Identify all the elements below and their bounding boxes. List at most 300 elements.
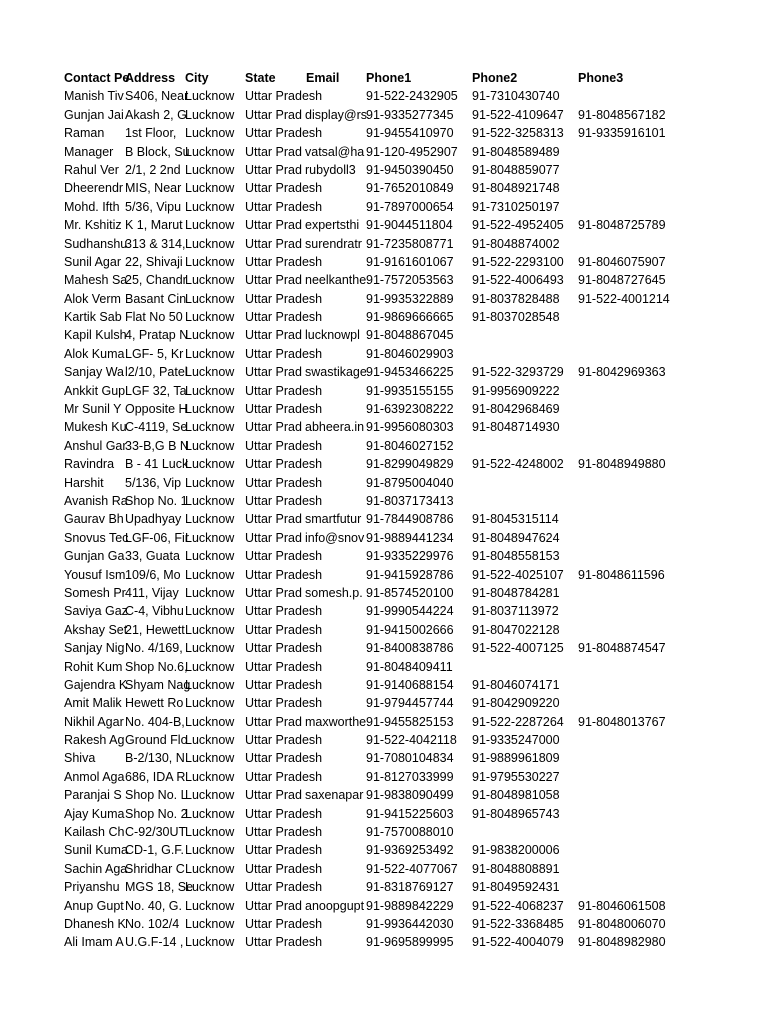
cell-phone2: 91-522-4068237: [472, 898, 564, 913]
table-row: [64, 253, 764, 271]
table-body: [64, 87, 764, 951]
cell-address: B-2/130, N: [125, 751, 185, 766]
cell-contact: Kapil Kulsh: [64, 328, 127, 343]
cell-city: Lucknow: [185, 677, 235, 692]
cell-state: Uttar Prad: [245, 273, 302, 288]
cell-address: MGS 18, Se: [125, 880, 194, 895]
cell-city: Lucknow: [185, 493, 235, 508]
cell-phone2: 91-8047022128: [472, 622, 560, 637]
cell-address: 4, Pratap N: [125, 328, 189, 343]
cell-contact: Alok Verm: [64, 291, 121, 306]
cell-city: Lucknow: [185, 714, 235, 729]
cell-phone1: 91-9455410970: [366, 126, 454, 141]
cell-phone3: 91-8046075907: [578, 254, 666, 269]
cell-contact: Akshay Set: [64, 622, 128, 637]
cell-contact: Dheerendr: [64, 181, 124, 196]
cell-city: Lucknow: [185, 475, 235, 490]
cell-address: No. 404-B,: [125, 714, 185, 729]
cell-phone1: 91-9794457744: [366, 696, 454, 711]
cell-address: 2/1, 2 2nd: [125, 162, 181, 177]
cell-phone2: 91-8037113972: [472, 604, 559, 619]
cell-phone3: 91-8046061508: [578, 898, 666, 913]
cell-email: surendratr: [305, 236, 362, 251]
cell-city: Lucknow: [185, 788, 235, 803]
cell-city: Lucknow: [185, 438, 235, 453]
cell-phone3: 91-8048982980: [578, 935, 666, 950]
cell-phone3: 91-522-4001214: [578, 291, 670, 306]
cell-city: Lucknow: [185, 199, 235, 214]
cell-email: display@rs: [305, 107, 368, 122]
cell-contact: Gunjan Ga: [64, 549, 125, 564]
table-row: [64, 584, 764, 602]
cell-city: Lucknow: [185, 604, 235, 619]
cell-state: Uttar Pradesh: [245, 861, 323, 876]
table-row: [64, 510, 764, 528]
cell-contact: Rohit Kum: [64, 659, 123, 674]
cell-address: 33, Guata: [125, 549, 180, 564]
header-address: Address: [125, 71, 176, 85]
cell-contact: Anshul Gar: [64, 438, 127, 453]
cell-contact: Rahul Ver: [64, 162, 119, 177]
cell-contact: Sunil Kuma: [64, 843, 128, 858]
cell-phone2: 91-8048558153: [472, 549, 560, 564]
cell-address: Basant Cin: [125, 291, 187, 306]
cell-city: Lucknow: [185, 861, 235, 876]
table-row: [64, 400, 764, 418]
cell-phone3: 91-8048611596: [578, 567, 665, 582]
cell-city: Lucknow: [185, 622, 235, 637]
table-row: [64, 271, 764, 289]
cell-state: Uttar Prad: [245, 512, 302, 527]
cell-state: Uttar Pradesh: [245, 751, 323, 766]
cell-state: Uttar Prad: [245, 788, 302, 803]
cell-address: C-92/30UT: [125, 825, 187, 840]
table-row: [64, 602, 764, 620]
cell-city: Lucknow: [185, 769, 235, 784]
table-row: [64, 455, 764, 473]
cell-city: Lucknow: [185, 310, 235, 325]
cell-city: Lucknow: [185, 843, 235, 858]
cell-contact: Manager: [64, 144, 114, 159]
cell-state: Uttar Pradesh: [245, 254, 323, 269]
table-row: [64, 933, 764, 951]
cell-phone1: 91-9335277345: [366, 107, 454, 122]
cell-contact: Mahesh Sa: [64, 273, 128, 288]
table-row: [64, 676, 764, 694]
cell-phone1: 91-9044511804: [366, 218, 453, 233]
cell-phone2: 91-9956909222: [472, 383, 560, 398]
cell-phone3: 91-8048874547: [578, 641, 666, 656]
cell-phone2: 91-9838200006: [472, 843, 560, 858]
cell-city: Lucknow: [185, 273, 235, 288]
cell-contact: Mukesh Ku: [64, 420, 127, 435]
cell-phone1: 91-8318769127: [366, 880, 454, 895]
table-row: [64, 106, 764, 124]
cell-address: B - 41 Luck: [125, 457, 189, 472]
cell-state: Uttar Pradesh: [245, 199, 323, 214]
cell-contact: Anup Gupt: [64, 898, 124, 913]
table-row: [64, 326, 764, 344]
cell-contact: Sanjay Nig: [64, 641, 125, 656]
cell-city: Lucknow: [185, 107, 235, 122]
cell-city: Lucknow: [185, 549, 235, 564]
cell-contact: Dhanesh K: [64, 916, 126, 931]
cell-contact: Manish Tiv: [64, 89, 124, 104]
table-row: [64, 308, 764, 326]
cell-contact: Priyanshu: [64, 880, 120, 895]
cell-city: Lucknow: [185, 328, 235, 343]
cell-phone1: 91-9415002666: [366, 622, 454, 637]
cell-city: Lucknow: [185, 512, 235, 527]
table-row: [64, 363, 764, 381]
cell-state: Uttar Pradesh: [245, 622, 323, 637]
header-email: Email: [306, 71, 340, 85]
cell-phone2: 91-8046074171: [472, 677, 560, 692]
cell-email: smartfutur: [305, 512, 362, 527]
cell-address: 25, Chandr: [125, 273, 187, 288]
cell-state: Uttar Pradesh: [245, 475, 323, 490]
table-row: [64, 529, 764, 547]
cell-state: Uttar Pradesh: [245, 383, 323, 398]
contact-sheet: [64, 69, 764, 952]
cell-address: Shyam Nag: [125, 677, 191, 692]
cell-address: Upadhyay: [125, 512, 182, 527]
cell-city: Lucknow: [185, 218, 235, 233]
table-row: [64, 621, 764, 639]
table-row: [64, 823, 764, 841]
cell-state: Uttar Pradesh: [245, 659, 323, 674]
cell-phone1: 91-7572053563: [366, 273, 454, 288]
cell-contact: Gaurav Bh: [64, 512, 124, 527]
cell-address: LGF- 5, Kr: [125, 346, 184, 361]
cell-state: Uttar Pradesh: [245, 916, 323, 931]
cell-address: B Block, Su: [125, 144, 190, 159]
cell-state: Uttar Pradesh: [245, 457, 323, 472]
cell-phone1: 91-9990544224: [366, 604, 454, 619]
table-row: [64, 694, 764, 712]
cell-phone3: 91-8048013767: [578, 714, 666, 729]
table-row: [64, 87, 764, 105]
cell-phone2: 91-8049592431: [472, 880, 560, 895]
cell-email: abheera.in: [305, 420, 365, 435]
cell-state: Uttar Pradesh: [245, 880, 323, 895]
cell-state: Uttar Prad: [245, 898, 302, 913]
cell-city: Lucknow: [185, 696, 235, 711]
cell-address: CD-1, G.F.: [125, 843, 185, 858]
cell-city: Lucknow: [185, 898, 235, 913]
table-row: [64, 639, 764, 657]
cell-state: Uttar Prad: [245, 328, 302, 343]
cell-email: rubydoll3: [305, 162, 356, 177]
cell-contact: Sanjay Wa: [64, 365, 124, 380]
cell-email: maxworthe: [305, 714, 367, 729]
cell-email: somesh.p.: [305, 585, 363, 600]
header-phone2: Phone2: [472, 71, 518, 85]
cell-phone1: 91-9140688154: [366, 677, 454, 692]
table-row: [64, 124, 764, 142]
cell-state: Uttar Pradesh: [245, 126, 323, 141]
header-row: [64, 69, 764, 87]
cell-contact: Anmol Aga: [64, 769, 125, 784]
cell-city: Lucknow: [185, 585, 235, 600]
cell-phone2: 91-8048714930: [472, 420, 560, 435]
cell-state: Uttar Pradesh: [245, 843, 323, 858]
cell-phone2: 91-8045315114: [472, 512, 559, 527]
cell-contact: Mr Sunil Y: [64, 402, 122, 417]
cell-phone2: 91-8037028548: [472, 310, 560, 325]
cell-address: No. 4/169,: [125, 641, 183, 656]
cell-contact: Sunil Agar: [64, 254, 121, 269]
cell-phone2: 91-8048921748: [472, 181, 560, 196]
cell-phone1: 91-9335229976: [366, 549, 454, 564]
cell-address: 1st Floor,: [125, 126, 177, 141]
cell-state: Uttar Prad: [245, 218, 302, 233]
table-row: [64, 786, 764, 804]
table-row: [64, 290, 764, 308]
table-row: [64, 345, 764, 363]
table-row: [64, 658, 764, 676]
cell-phone1: 91-8048867045: [366, 328, 454, 343]
cell-state: Uttar Prad: [245, 107, 302, 122]
cell-city: Lucknow: [185, 291, 235, 306]
table-row: [64, 179, 764, 197]
cell-phone1: 91-9415225603: [366, 806, 454, 821]
cell-state: Uttar Pradesh: [245, 310, 323, 325]
cell-state: Uttar Prad: [245, 144, 302, 159]
cell-contact: Nikhil Agar: [64, 714, 124, 729]
cell-phone2: 91-522-3293729: [472, 365, 564, 380]
cell-phone2: 91-522-2287264: [472, 714, 564, 729]
cell-phone2: 91-7310430740: [472, 89, 560, 104]
cell-phone1: 91-9695899995: [366, 935, 454, 950]
cell-address: Flat No 50: [125, 310, 183, 325]
cell-address: Shop No. 1: [125, 493, 188, 508]
cell-phone1: 91-7235808771: [366, 236, 454, 251]
cell-contact: Ali Imam A: [64, 935, 124, 950]
cell-phone1: 91-9415928786: [366, 567, 454, 582]
cell-phone1: 91-8046027152: [366, 438, 454, 453]
header-state: State: [245, 71, 276, 85]
cell-contact: Kartik Sab: [64, 310, 122, 325]
cell-phone2: 91-522-4248002: [472, 457, 564, 472]
cell-contact: Avanish Ra: [64, 493, 128, 508]
cell-address: Hewett Ro: [125, 696, 184, 711]
cell-phone1: 91-120-4952907: [366, 144, 458, 159]
cell-address: LGF 32, Ta: [125, 383, 187, 398]
cell-phone1: 91-8037173413: [366, 493, 454, 508]
cell-state: Uttar Pradesh: [245, 806, 323, 821]
cell-phone1: 91-8400838786: [366, 641, 454, 656]
cell-contact: Mohd. Ifth: [64, 199, 120, 214]
cell-address: Shop No. L: [125, 788, 188, 803]
table-row: [64, 382, 764, 400]
cell-state: Uttar Pradesh: [245, 402, 323, 417]
cell-state: Uttar Pradesh: [245, 769, 323, 784]
cell-phone1: 91-8795004040: [366, 475, 454, 490]
cell-city: Lucknow: [185, 935, 235, 950]
cell-phone2: 91-8048589489: [472, 144, 560, 159]
cell-state: Uttar Prad: [245, 365, 302, 380]
cell-phone1: 91-8299049829: [366, 457, 454, 472]
cell-state: Uttar Pradesh: [245, 825, 323, 840]
cell-contact: Sudhanshu: [64, 236, 128, 251]
cell-city: Lucknow: [185, 916, 235, 931]
cell-address: No. 40, G.: [125, 898, 182, 913]
header-contact: Contact Pe: [64, 71, 130, 85]
cell-state: Uttar Pradesh: [245, 89, 323, 104]
cell-address: Shop No. 2: [125, 806, 188, 821]
table-row: [64, 915, 764, 933]
cell-address: l2/10, Patel: [125, 365, 188, 380]
cell-phone2: 91-7310250197: [472, 199, 560, 214]
cell-phone1: 91-9838090499: [366, 788, 454, 803]
cell-email: lucknowpl: [305, 328, 360, 343]
cell-city: Lucknow: [185, 402, 235, 417]
cell-address: C-4, Vibhu: [125, 604, 184, 619]
header-phone1: Phone1: [366, 71, 412, 85]
cell-phone2: 91-8048784281: [472, 585, 560, 600]
cell-address: 109/6, Mo: [125, 567, 181, 582]
table-row: [64, 418, 764, 436]
table-row: [64, 198, 764, 216]
table-row: [64, 492, 764, 510]
cell-state: Uttar Prad: [245, 585, 302, 600]
cell-phone1: 91-6392308222: [366, 402, 454, 417]
cell-state: Uttar Pradesh: [245, 438, 323, 453]
cell-phone2: 91-8048808891: [472, 861, 560, 876]
cell-contact: Rakesh Ag: [64, 733, 125, 748]
cell-phone2: 91-9889961809: [472, 751, 560, 766]
table-row: [64, 841, 764, 859]
cell-state: Uttar Pradesh: [245, 733, 323, 748]
cell-contact: Alok Kuma: [64, 346, 125, 361]
header-city: City: [185, 71, 209, 85]
cell-address: 313 & 314,: [125, 236, 186, 251]
cell-phone1: 91-522-4077067: [366, 861, 458, 876]
cell-city: Lucknow: [185, 89, 235, 104]
cell-city: Lucknow: [185, 420, 235, 435]
cell-phone3: 91-8048006070: [578, 916, 666, 931]
cell-phone3: 91-9335916101: [578, 126, 666, 141]
cell-state: Uttar Pradesh: [245, 549, 323, 564]
cell-state: Uttar Pradesh: [245, 181, 323, 196]
cell-city: Lucknow: [185, 567, 235, 582]
table-row: [64, 235, 764, 253]
cell-address: 5/136, Vip: [125, 475, 182, 490]
cell-email: vatsal@ha: [305, 144, 365, 159]
cell-address: 21, Hewett: [125, 622, 185, 637]
cell-address: C-4119, Se: [125, 420, 188, 435]
cell-email: info@snov: [305, 530, 365, 545]
cell-phone2: 91-522-3258313: [472, 126, 564, 141]
cell-state: Uttar Pradesh: [245, 346, 323, 361]
cell-phone3: 91-8042969363: [578, 365, 666, 380]
cell-phone2: 91-522-4004079: [472, 935, 564, 950]
header-phone3: Phone3: [578, 71, 624, 85]
cell-contact: Amit Malik: [64, 696, 122, 711]
cell-phone2: 91-8042909220: [472, 696, 560, 711]
cell-phone2: 91-522-4952405: [472, 218, 564, 233]
cell-email: swastikage: [305, 365, 367, 380]
cell-city: Lucknow: [185, 806, 235, 821]
cell-contact: Raman: [64, 126, 105, 141]
cell-city: Lucknow: [185, 181, 235, 196]
cell-state: Uttar Pradesh: [245, 677, 323, 692]
cell-contact: Kailash Ch: [64, 825, 125, 840]
cell-city: Lucknow: [185, 530, 235, 545]
cell-contact: Ajay Kuma: [64, 806, 125, 821]
cell-state: Uttar Pradesh: [245, 493, 323, 508]
cell-address: Akash 2, G: [125, 107, 187, 122]
cell-address: MIS, Near: [125, 181, 182, 196]
table-row: [64, 161, 764, 179]
cell-state: Uttar Pradesh: [245, 935, 323, 950]
cell-address: 411, Vijay: [125, 585, 179, 600]
table-row: [64, 897, 764, 915]
cell-address: 33-B,G B N: [125, 438, 189, 453]
cell-contact: Harshit: [64, 475, 104, 490]
cell-contact: Somesh Pr: [64, 585, 126, 600]
cell-email: saxenapar: [305, 788, 364, 803]
cell-city: Lucknow: [185, 144, 235, 159]
table-row: [64, 437, 764, 455]
cell-phone2: 91-522-4109647: [472, 107, 564, 122]
cell-address: Ground Flo: [125, 733, 188, 748]
cell-phone3: 91-8048725789: [578, 218, 666, 233]
cell-state: Uttar Pradesh: [245, 567, 323, 582]
cell-address: K 1, Marut: [125, 218, 183, 233]
cell-email: neelkanthe: [305, 273, 367, 288]
cell-contact: Ravindra: [64, 457, 115, 472]
cell-contact: Saviya Gaz: [64, 604, 128, 619]
cell-city: Lucknow: [185, 346, 235, 361]
cell-city: Lucknow: [185, 162, 235, 177]
cell-phone2: 91-522-2293100: [472, 254, 564, 269]
cell-city: Lucknow: [185, 825, 235, 840]
cell-phone1: 91-9889842229: [366, 898, 454, 913]
cell-phone3: 91-8048567182: [578, 107, 666, 122]
cell-phone2: 91-522-4007125: [472, 641, 564, 656]
table-row: [64, 860, 764, 878]
cell-address: 22, Shivaji: [125, 254, 183, 269]
cell-contact: Gajendra K: [64, 677, 128, 692]
cell-phone2: 91-8048947624: [472, 530, 560, 545]
cell-phone1: 91-9869666665: [366, 310, 454, 325]
cell-contact: Gunjan Jai: [64, 107, 124, 122]
cell-address: No. 102/4: [125, 916, 180, 931]
cell-city: Lucknow: [185, 733, 235, 748]
cell-phone1: 91-9935322889: [366, 291, 454, 306]
cell-phone2: 91-9335247000: [472, 733, 560, 748]
table-row: [64, 474, 764, 492]
cell-city: Lucknow: [185, 236, 235, 251]
cell-state: Uttar Prad: [245, 236, 302, 251]
cell-phone2: 91-8048981058: [472, 788, 560, 803]
cell-phone2: 91-8048965743: [472, 806, 560, 821]
cell-phone2: 91-8048874002: [472, 236, 560, 251]
cell-phone1: 91-9450390450: [366, 162, 454, 177]
cell-city: Lucknow: [185, 126, 235, 141]
cell-city: Lucknow: [185, 365, 235, 380]
table-row: [64, 216, 764, 234]
cell-phone1: 91-8127033999: [366, 769, 454, 784]
cell-address: 686, IDA R: [125, 769, 186, 784]
cell-phone2: 91-9795530227: [472, 769, 560, 784]
cell-phone1: 91-7897000654: [366, 199, 454, 214]
cell-phone2: 91-522-4025107: [472, 567, 564, 582]
cell-phone3: 91-8048727645: [578, 273, 666, 288]
cell-phone1: 91-8574520100: [366, 585, 454, 600]
